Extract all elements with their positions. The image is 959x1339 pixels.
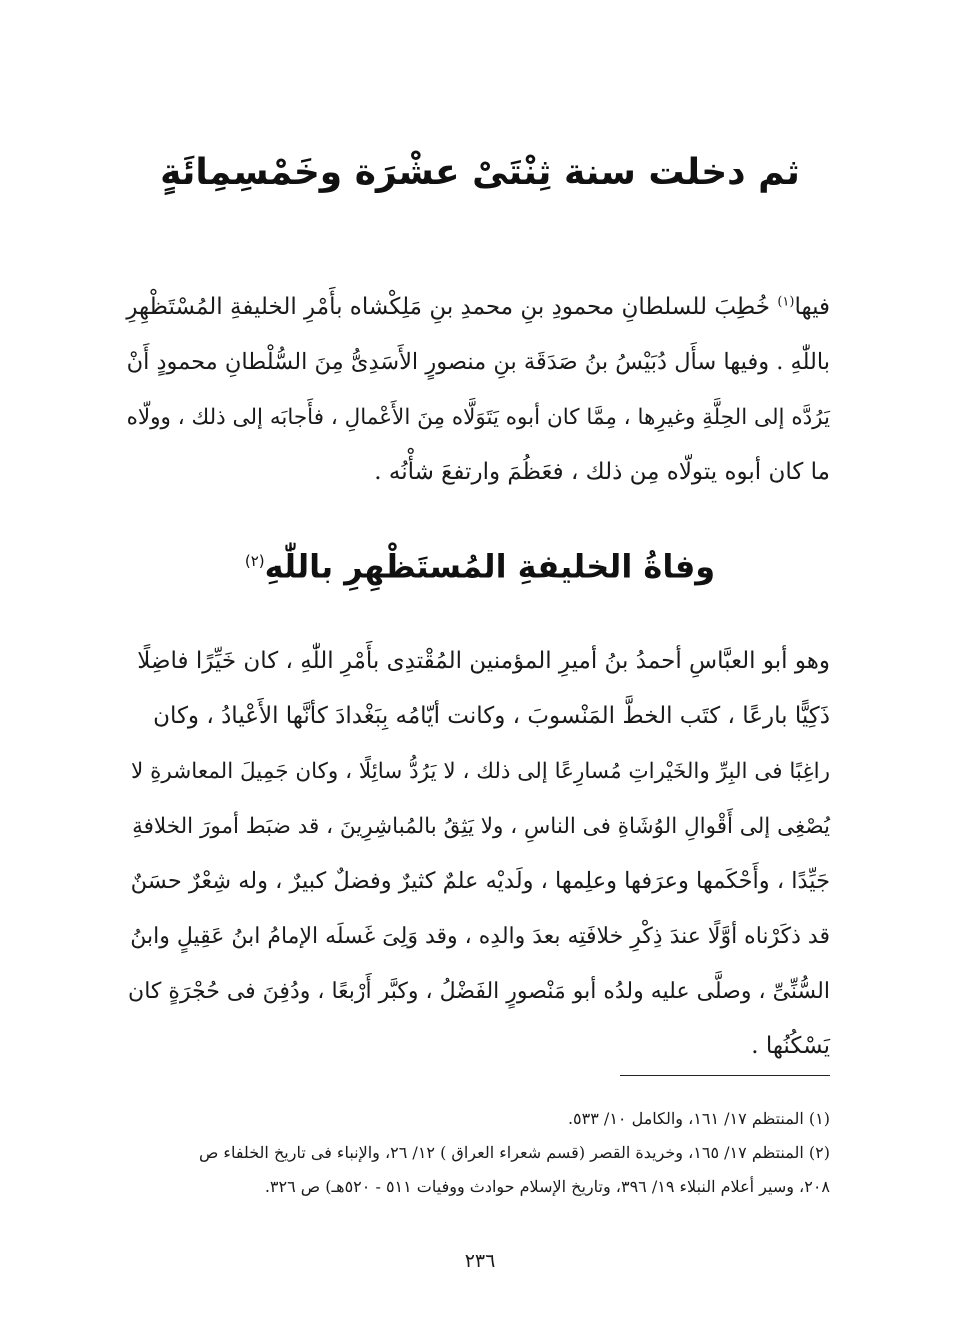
paragraph-line <box>118 445 830 500</box>
paragraph-caliph-death <box>118 634 830 1074</box>
page-number: ٢٣٦ <box>464 1250 496 1272</box>
footnote-divider <box>620 1075 830 1076</box>
footnotes <box>118 1102 830 1204</box>
paragraph-year-512 <box>118 274 830 500</box>
paragraph-line <box>118 744 830 799</box>
paragraph-line <box>118 799 830 854</box>
paragraph-line-text: السُّنِّىِّ ، وصلَّى عليه ولدُه أبو مَنْصورٍ الفَضْلُ ، وكبَّر أَرْبعًا ، ودُفِنَ فى حُجْرَةٍ كان <box>128 979 830 1004</box>
paragraph-line-text: يَسْكُنُها . <box>751 1033 830 1059</box>
footnote-marker: (٢) <box>244 552 265 570</box>
chapter-heading: ثم دخلت سنة ثِنْتَىْ عشْرَة وخَمْسِمِائَةٍ <box>160 152 800 193</box>
section-heading-text: وفاةُ الخليفةِ المُستَظْهِرِ باللّٰهِ <box>264 547 716 586</box>
paragraph-line <box>118 854 830 909</box>
footnote-line: (٢) المنتظم ١٧/ ١٦٥، وخريدة القصر (قسم شعراء العراق ) ١٢/ ٢٦، والإنباء فى تاريخ الخلفاء ص <box>198 1143 830 1162</box>
paragraph-line <box>118 689 830 744</box>
paragraph-rest: خُطِبَ للسلطانِ محمودِ بنِ محمدِ بنِ مَلِكْشاه بأَمْرِ الخليفةِ المُسْتَظْهِرِ <box>126 293 778 320</box>
paragraph-first-word: فيها <box>794 293 830 320</box>
paragraph-line-text: ذَكِيًّا بارعًا ، كتَب الخطَّ المَنْسوبَ ، وكانت أيّامُه بِبَغْدادَ كأنَّها الأَعْيادُ ، وكان <box>153 703 830 729</box>
paragraph-line-text <box>126 294 830 320</box>
footnote-marker: (١) <box>777 294 795 309</box>
paragraph-line <box>118 390 830 445</box>
footnote-line: ٢٠٨، وسير أعلام النبلاء ١٩/ ٣٩٦، وتاريخ الإسلام حوادث ووفيات ٥١١ - ٥٢٠هـ) ص ٣٢٦. <box>264 1177 830 1196</box>
section-heading <box>100 535 860 593</box>
paragraph-line <box>118 909 830 964</box>
paragraph-line-text: قد ذكَرْناه أوَّلًا عندَ ذِكْرِ خلافَتِه بعدَ والدِه ، وقد وَلِىَ غَسلَه الإمامُ ابنُ عَقِيلٍ وابنُ <box>130 924 830 949</box>
paragraph-line <box>118 634 830 689</box>
paragraph-line-text: وهو أبو العبَّاسِ أحمدُ بنُ أميرِ المؤمنين المُقْتدِى بأَمْرِ اللّٰهِ ، كان خَيِّرًا فاضِلًا <box>137 648 830 674</box>
paragraph-line-text: ما كان أبوه يتولّاه مِن ذلك ، فعَظُمَ وارتفعَ شأْنُه . <box>374 458 830 485</box>
paragraph-line-text: جَيِّدًا ، وأَحْكَمها وعرَفها وعلِمها ، ولَديْه علمٌ كثيرٌ وفضلٌ كبيرٌ ، وله شِعْرٌ حسَنٌ <box>130 868 830 894</box>
paragraph-line-text: يَرُدَّه إلى الحِلَّةِ وغيرِها ، مِمَّا كان أبوه يَتَوَلَّاه مِنَ الأَعْمالِ ، فأَجابَه إلى ذلك ، وولّاه <box>126 404 830 430</box>
paragraph-line <box>118 1019 830 1074</box>
paragraph-line-text: راغِبًا فى البِرِّ والخَيْراتِ مُسارِعًا إلى ذلك ، لا يَرُدُّ سائِلًا ، وكان جَمِيلَ المعاشرةِ لا <box>131 759 830 784</box>
paragraph-line <box>118 335 830 390</box>
paragraph-line <box>118 964 830 1019</box>
footnote-line: (١) المنتظم ١٧/ ١٦١، والكامل ١٠/ ٥٣٣. <box>567 1109 830 1128</box>
paragraph-line-text: يُصْغِى إلى أَقْوالِ الوُشَاةِ فى الناسِ ، ولا يَثِقُ بالمُباشِرِينَ ، قد ضبَط أمورَ الخلافةِ <box>132 814 830 839</box>
paragraph-line <box>118 274 830 335</box>
paragraph-line-text: باللّٰهِ . وفيها سأَل دُبَيْسُ بنُ صَدَقَة بنِ منصورٍ الأَسَدِىُّ مِنَ السُّلْطانِ محمودٍ أَنْ <box>126 348 830 375</box>
